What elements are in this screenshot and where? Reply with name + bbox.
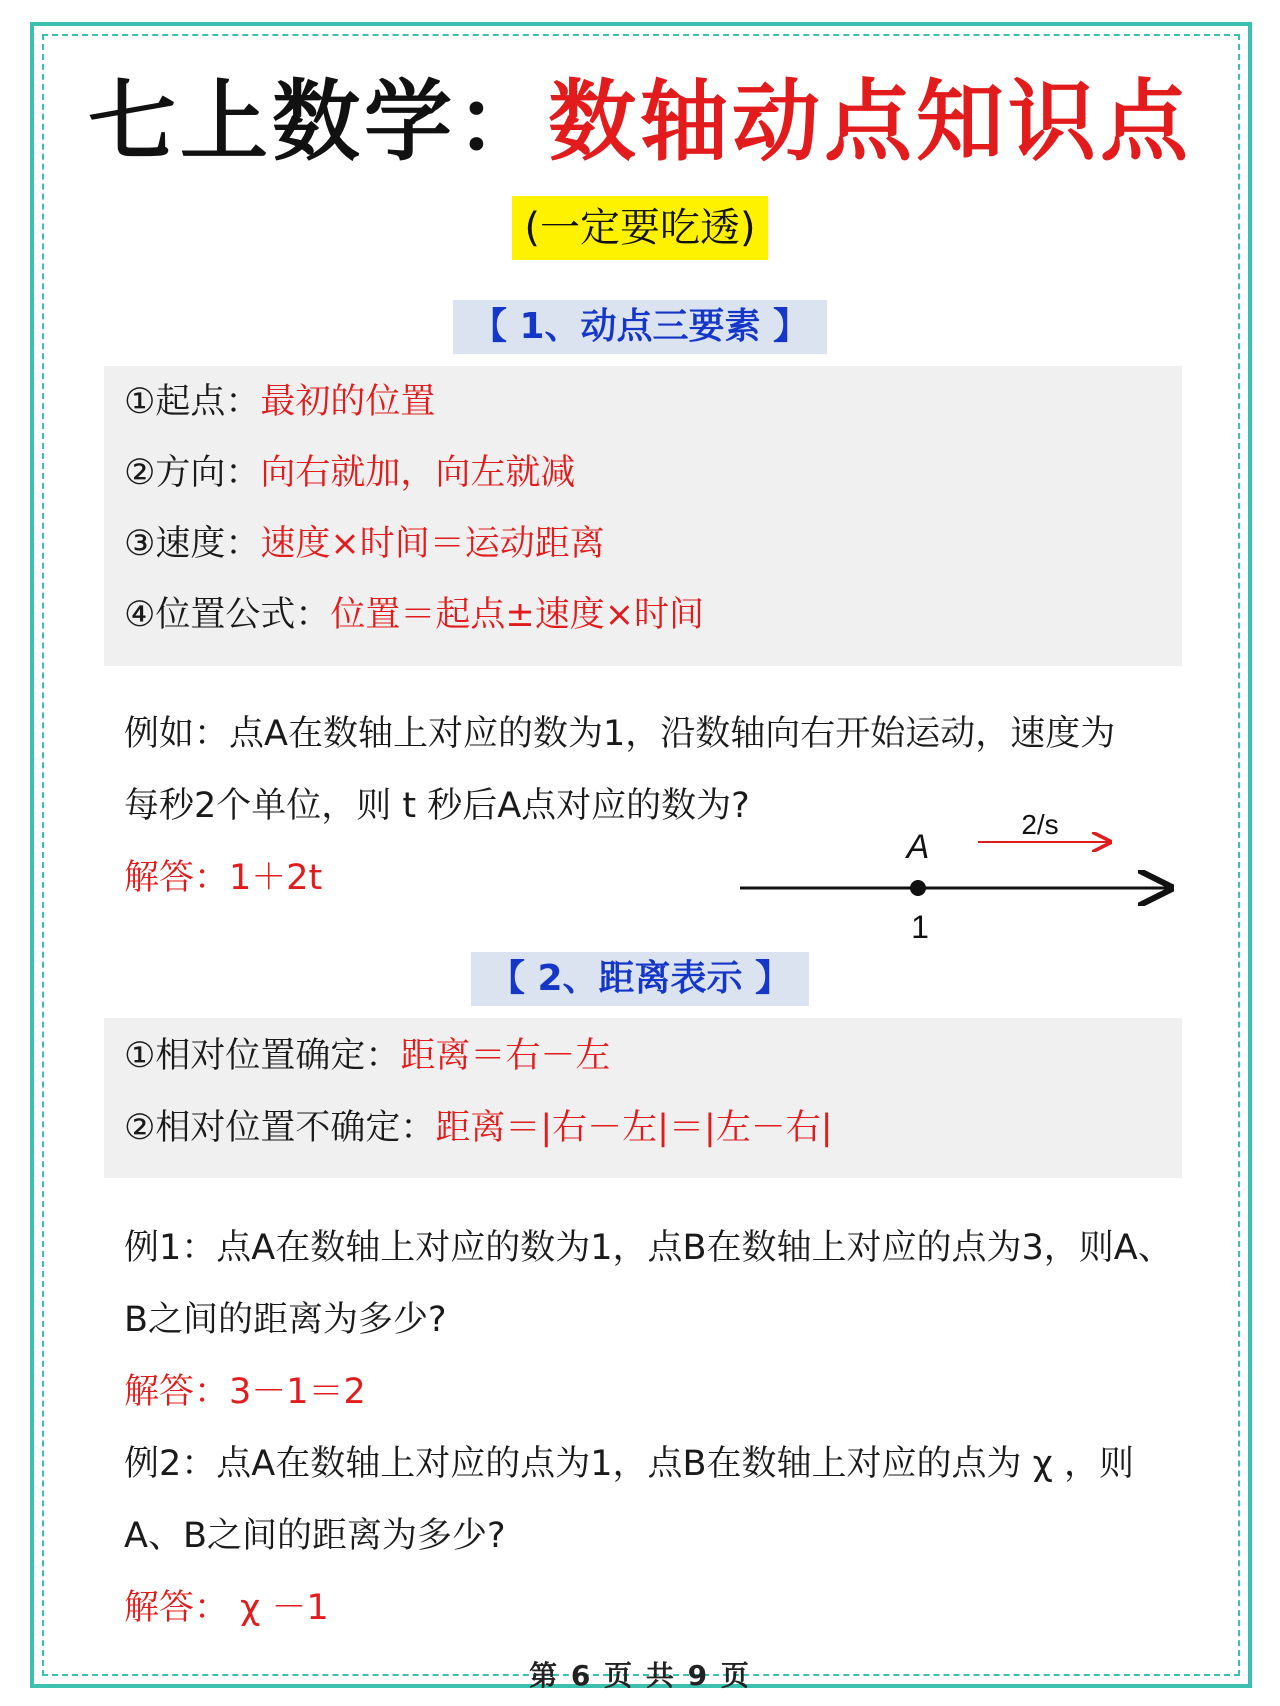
example1-line-2: B之间的距离为多少? — [124, 1300, 447, 1340]
example2-answer: 解答： χ －1 — [124, 1588, 329, 1628]
rule-key: ②方向： — [124, 453, 261, 493]
page-title — [0, 52, 1280, 178]
example2-line-1: 例2：点A在数轴上对应的点为1，点B在数轴上对应的点为 χ ，则 — [124, 1444, 1134, 1484]
rule-value: 速度×时间＝运动距离 — [260, 524, 605, 564]
number-line-diagram — [740, 812, 1180, 952]
example-line-2: 每秒2个单位，则 t 秒后A点对应的数为? — [124, 786, 750, 826]
rule-speed — [124, 522, 605, 566]
example2-line-2: A、B之间的距离为多少? — [124, 1516, 506, 1556]
section1-heading — [0, 300, 1280, 354]
title-prefix: 七上数学： — [87, 70, 548, 173]
rule-direction — [124, 451, 575, 495]
rule-position-formula — [124, 593, 704, 637]
rule-key: ④位置公式： — [124, 595, 331, 635]
section2-label: 【 2、距离表示 】 — [471, 952, 809, 1006]
rule-known-order — [124, 1034, 610, 1078]
rule-value: 距离＝右－左 — [400, 1036, 611, 1076]
title-topic: 数轴动点知识点 — [548, 70, 1193, 173]
rule-value: 距离＝|右－左|＝|左－右| — [435, 1108, 833, 1148]
point-a-dot — [910, 880, 926, 896]
speed-label: 2/s — [1021, 812, 1059, 840]
subtitle-container — [0, 196, 1280, 260]
rule-value: 位置＝起点±速度×时间 — [330, 595, 705, 635]
rule-value: 最初的位置 — [260, 382, 436, 422]
rule-value: 向右就加，向左就减 — [260, 453, 576, 493]
rule-unknown-order — [124, 1106, 833, 1150]
rule-key: ①起点： — [124, 382, 261, 422]
example1-line-1: 例1：点A在数轴上对应的数为1，点B在数轴上对应的点为3，则A、 — [124, 1228, 1173, 1268]
rule-key: ①相对位置确定： — [124, 1036, 401, 1076]
rule-start-point — [124, 380, 435, 424]
point-a-label: A — [906, 828, 930, 866]
section1-label: 【 1、动点三要素 】 — [453, 300, 827, 354]
tick-label-1: 1 — [911, 909, 929, 945]
subtitle-highlight: (一定要吃透) — [512, 196, 767, 260]
example1-answer: 解答：3－1＝2 — [124, 1372, 366, 1412]
example-answer: 解答：1＋2t — [124, 858, 323, 898]
example-line-1: 例如：点A在数轴上对应的数为1，沿数轴向右开始运动，速度为 — [124, 714, 1116, 754]
section2-heading — [0, 952, 1280, 1006]
rule-key: ②相对位置不确定： — [124, 1108, 436, 1148]
page-number-footer: 第 6 页 共 9 页 — [529, 1659, 751, 1692]
rule-key: ③速度： — [124, 524, 261, 564]
